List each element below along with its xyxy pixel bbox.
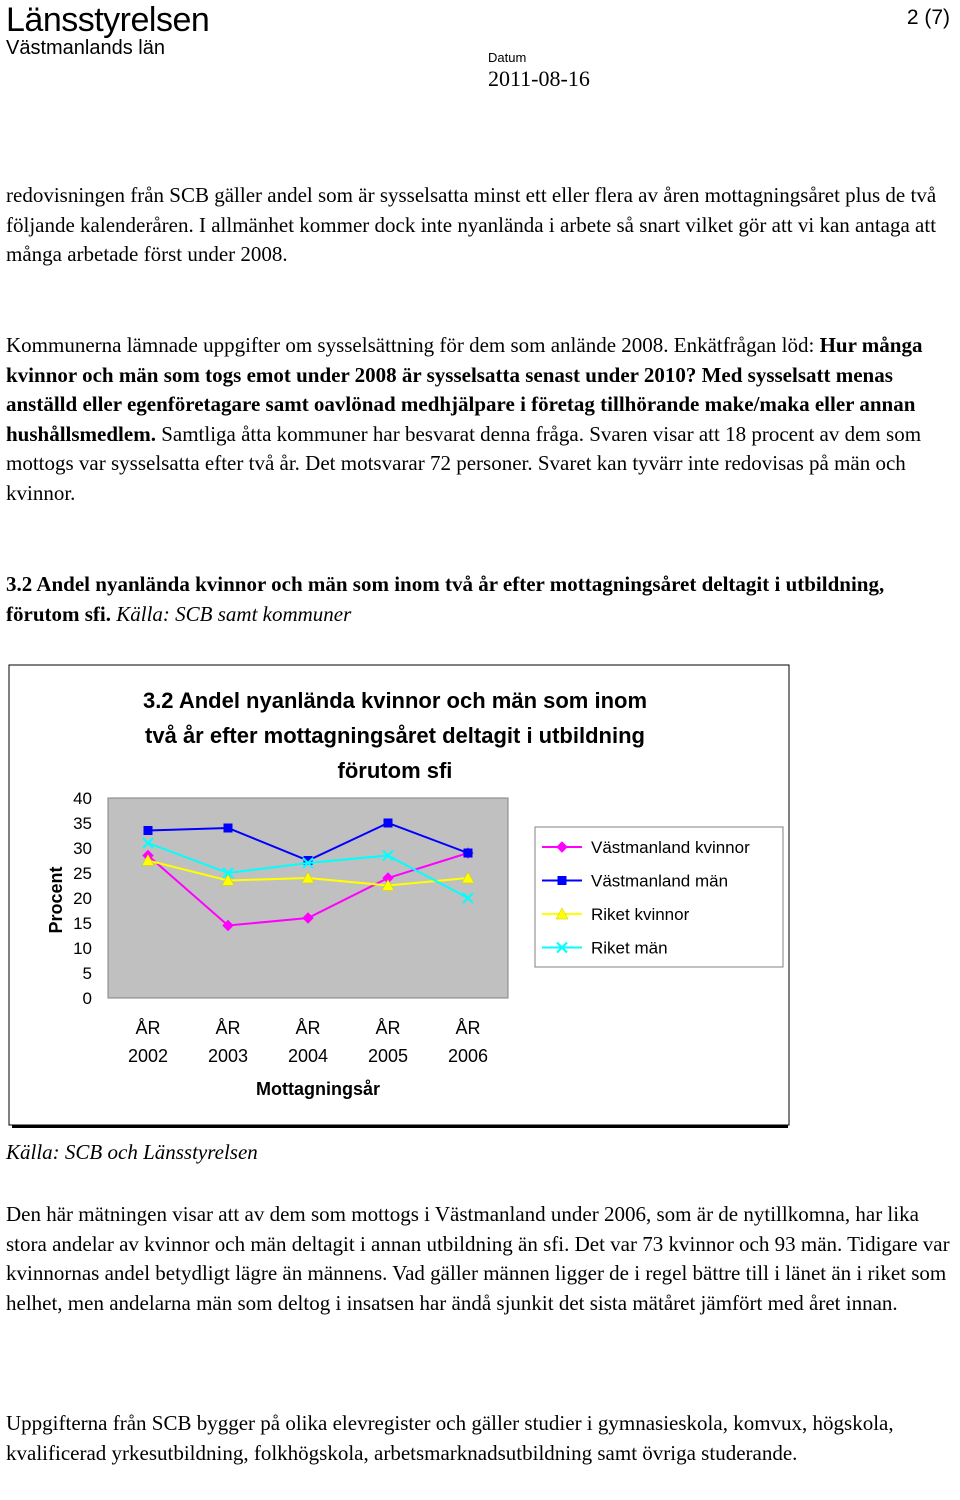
section-heading — [6, 570, 954, 629]
x-tick-label: 2005 — [367, 1046, 409, 1066]
x-tick-label: ÅR — [215, 1018, 241, 1038]
chart-title-line-3: förutom sfi — [337, 758, 453, 783]
legend-label: Västmanland kvinnor — [591, 838, 750, 857]
x-tick-label: ÅR — [135, 1018, 161, 1038]
paragraph-2-intro: Kommunerna lämnade uppgifter om sysselsättning för dem som anlände 2008. Enkätfrågan löd: — [6, 333, 820, 357]
y-tick-label: 35 — [73, 814, 92, 833]
data-point — [224, 824, 233, 833]
x-axis-label: Mottagningsår — [256, 1079, 380, 1099]
y-tick-label: 0 — [82, 989, 92, 1008]
y-tick-label: 5 — [82, 964, 92, 983]
paragraph-1: redovisningen från SCB gäller andel som är sysselsatta minst ett eller flera av åren mottagningsåret plus de två följande kalenderåren. I allmänhet kommer dock inte nyanlända i arbete så snart vilket gör att vi kan antaga att många arbetade först under 2008. — [6, 183, 937, 267]
legend-label: Riket kvinnor — [591, 905, 690, 924]
data-point — [464, 849, 473, 858]
y-axis-label: Procent — [46, 866, 66, 934]
chart-source: Källa: SCB och Länsstyrelsen — [6, 1140, 258, 1164]
line-chart — [0, 660, 960, 1130]
paragraph-3: Den här mätningen visar att av dem som mottogs i Västmanland under 2006, som är de nytillkomna, har lika stora andelar av kvinnor och män deltagit i annan utbildning än sfi. Det var 73 kvinnor och 93 män. Tidigare var kvinnornas andel betydligt lägre än männens. Vad gäller männen ligger de i regel bättre till i länet än i riket som helhet, men andelarna män som deltog i insatsen har ändå sjunkit det sista mätåret jämfört med året innan. — [6, 1202, 950, 1315]
y-tick-label: 15 — [73, 914, 92, 933]
survey-question: Hur många kvinnor och män som togs emot under 2008 är sysselsatta senast under 2010? — [6, 333, 923, 387]
section-heading-source: Källa: SCB samt kommuner — [116, 601, 352, 626]
y-tick-label: 10 — [73, 939, 92, 958]
x-tick-label: 2006 — [447, 1046, 489, 1066]
section-heading-title: 3.2 Andel nyanlända kvinnor och män som inom två år efter mottagningsåret deltagit i utbildning, förutom sfi. — [6, 572, 885, 626]
x-tick-label: 2004 — [287, 1046, 329, 1066]
data-point — [384, 819, 393, 828]
chart-title-line-2: två år efter mottagningsåret deltagit i utbildning — [145, 723, 645, 748]
data-point — [144, 826, 153, 835]
x-tick-label: ÅR — [375, 1018, 401, 1038]
legend-label: Riket män — [591, 938, 668, 958]
paragraph-4: Uppgifterna från SCB bygger på olika elevregister och gäller studier i gymnasieskola, komvux, högskola, kvalificerad yrkesutbildning, folkhögskola, arbetsmarknadsutbildning samt övriga studerande. — [6, 1411, 894, 1465]
date-label: Datum — [488, 50, 527, 65]
x-tick-label: 2002 — [127, 1046, 169, 1066]
x-tick-label: 2003 — [207, 1046, 249, 1066]
paragraph-2 — [6, 331, 954, 509]
plot-area — [108, 798, 508, 998]
employment-definition: Med sysselsatt menas anställd eller egenföretagare samt oavlönad medhjälpare i företag tillhörande make/maka eller annan hushållsmedlem. — [6, 362, 916, 446]
page-number: 2 (7) — [906, 6, 950, 29]
logo-subtitle: Västmanlands län — [6, 37, 165, 59]
chart-title-line-1: 3.2 Andel nyanlända kvinnor och män som inom — [142, 688, 648, 713]
y-tick-label: 40 — [73, 789, 92, 808]
x-tick-label: ÅR — [295, 1018, 321, 1038]
paragraph-2-result: Samtliga åtta kommuner har besvarat denna fråga. Svaren visar att 18 procent av dem som mottogs var sysselsatta efter två år. Det motsvarar 72 personer. Svaret kan tyvärr inte redovisas på män och kvinnor. — [6, 421, 922, 505]
y-tick-label: 30 — [73, 839, 92, 858]
y-tick-label: 20 — [73, 889, 92, 908]
legend-marker — [558, 876, 567, 885]
x-tick-label: ÅR — [455, 1018, 481, 1038]
logo-title: Länsstyrelsen — [6, 1, 210, 39]
y-tick-label: 25 — [73, 864, 92, 883]
date-value: 2011-08-16 — [488, 66, 590, 91]
legend-label: Västmanland män — [591, 871, 729, 891]
